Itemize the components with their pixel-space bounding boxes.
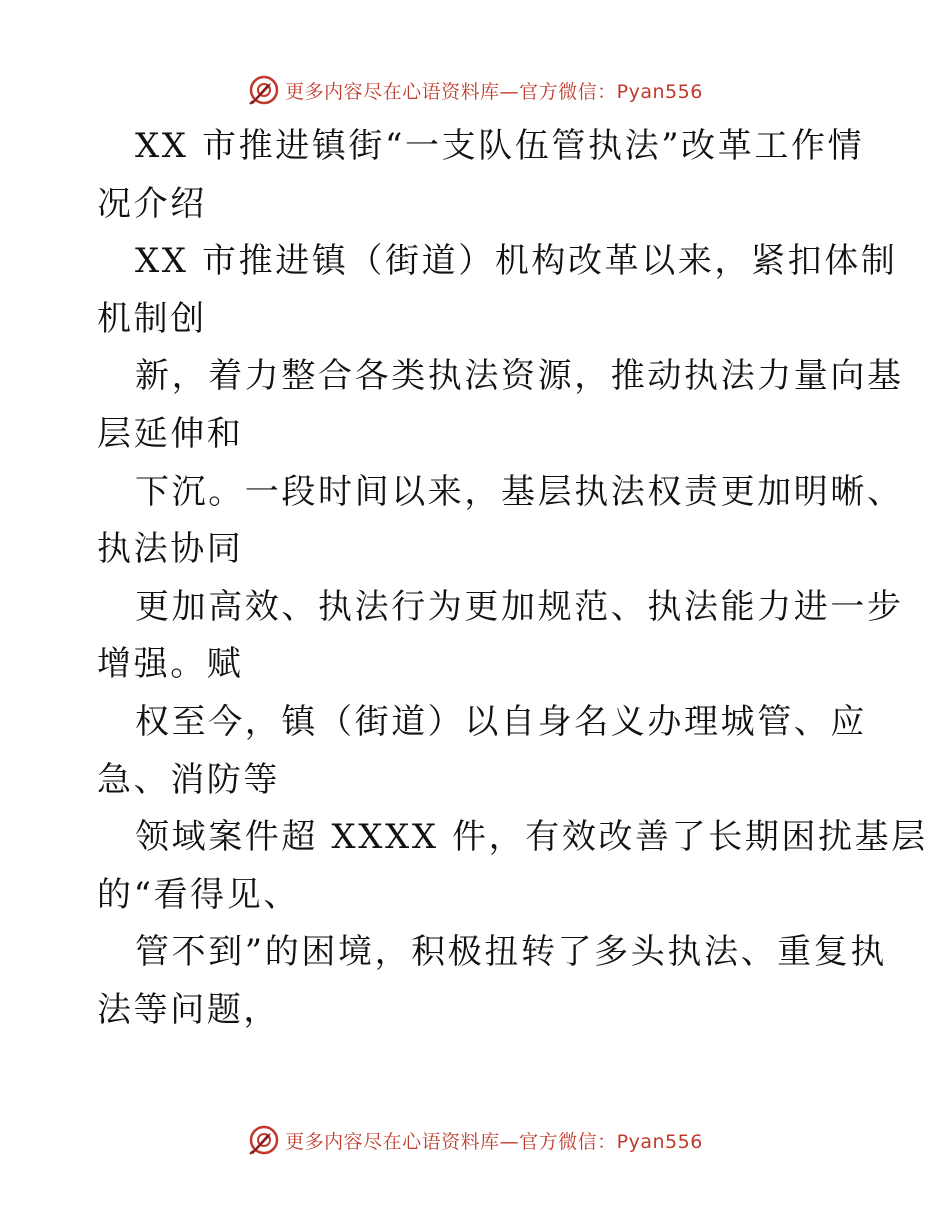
document-body: [97, 118, 928, 1040]
body-line: 增强。赋: [97, 644, 244, 685]
body-line: XX 市推进镇（街道）机构改革以来，紧扣体制: [135, 241, 898, 282]
body-line: 领域案件超 XXXX 件，有效改善了长期困扰基层: [135, 817, 928, 858]
header-banner-text: 更多内容尽在心语资料库—官方微信：Pyan556: [285, 80, 703, 103]
pen-logo-icon: [247, 1123, 281, 1157]
body-line: XX 市推进镇街“一支队伍管执法”改革工作情: [135, 126, 865, 166]
header-watermark: [0, 70, 950, 110]
body-line: 况介绍: [97, 183, 207, 224]
body-line: 权至今，镇（街道）以自身名义办理城管、应: [135, 701, 867, 742]
footer-banner-text: 更多内容尽在心语资料库—官方微信：Pyan556: [285, 1130, 703, 1153]
body-line: 新，着力整合各类执法资源，推动执法力量向基: [135, 356, 904, 397]
body-line: 急、消防等: [97, 759, 280, 800]
body-line: 法等问题，: [97, 989, 280, 1030]
footer-watermark: [0, 1120, 950, 1160]
body-line: 层延伸和: [97, 413, 244, 454]
body-line: 的“看得见、: [97, 874, 300, 915]
body-line: 更加高效、执法行为更加规范、执法能力进一步: [135, 586, 904, 627]
body-line: 下沉。一段时间以来，基层执法权责更加明晰、: [135, 471, 904, 512]
pen-logo-icon: [247, 73, 281, 107]
body-line: 管不到”的困境，积极扭转了多头执法、重复执: [135, 932, 887, 973]
body-line: 执法协同: [97, 529, 244, 570]
body-line: 机制创: [97, 298, 207, 339]
